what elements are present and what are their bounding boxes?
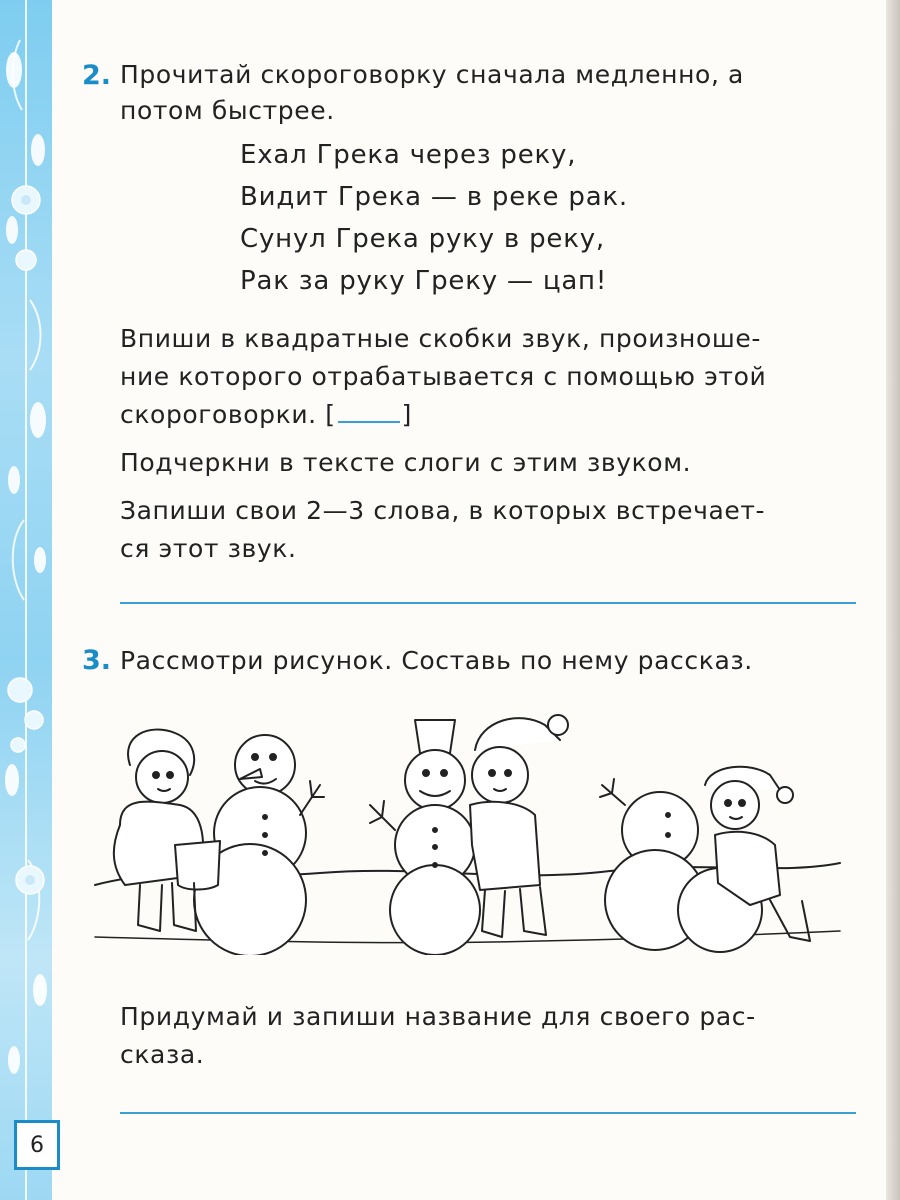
floral-pattern-icon	[0, 0, 52, 1200]
instruction-write-words-line2: ся этот звук.	[120, 534, 297, 563]
instruction-insert-sound-line1: Впиши в квадратные скобки звук, произноше-	[120, 324, 761, 353]
task-2-number: 2.	[82, 60, 112, 91]
poem-line-4: Рак за руку Греку — цап!	[240, 266, 608, 296]
instruction-title-line1: Придумай и запиши название для своего рас-	[120, 1002, 756, 1031]
instruction-underline: Подчеркни в тексте слоги с этим звуком.	[120, 448, 692, 477]
instruction-write-words-line1: Запиши свои 2—3 слова, в которых встречает-	[120, 496, 766, 525]
children-snowmen-illustration	[90, 705, 850, 955]
instruction-insert-sound-line2: ние которого отрабатывается с помощью этой	[120, 362, 767, 391]
page-number-text: 6	[30, 1132, 44, 1158]
instruction-insert-sound-line3	[120, 394, 412, 436]
poem-line-3: Сунул Грека руку в реку,	[240, 224, 605, 254]
answer-line-task-3[interactable]	[120, 1112, 856, 1114]
sound-answer-field[interactable]	[338, 399, 400, 423]
closing-bracket: ]	[401, 400, 412, 429]
page-fold-edge	[886, 0, 900, 1200]
boy-rolling-snowball	[678, 767, 810, 952]
page-number	[14, 1120, 60, 1170]
poem-line-1: Ехал Грека через реку,	[240, 140, 577, 170]
task-3-number: 3.	[82, 645, 112, 676]
task-3-instruction: Рассмотри рисунок. Составь по нему рассказ.	[120, 646, 753, 675]
instruction-insert-sound-text: скороговорки. [	[120, 400, 336, 429]
instruction-title-line2: сказа.	[120, 1040, 205, 1069]
snowman-2	[370, 720, 480, 955]
poem-line-2: Видит Грека — в реке рак.	[240, 182, 628, 212]
task-2-intro-line1: Прочитай скороговорку сначала медленно, а	[120, 60, 744, 89]
boy-with-carrot	[470, 715, 568, 937]
task-2-intro-line2: потом быстрее.	[120, 96, 335, 125]
decorative-side-strip	[0, 0, 52, 1200]
answer-line-task-2[interactable]	[120, 602, 856, 604]
